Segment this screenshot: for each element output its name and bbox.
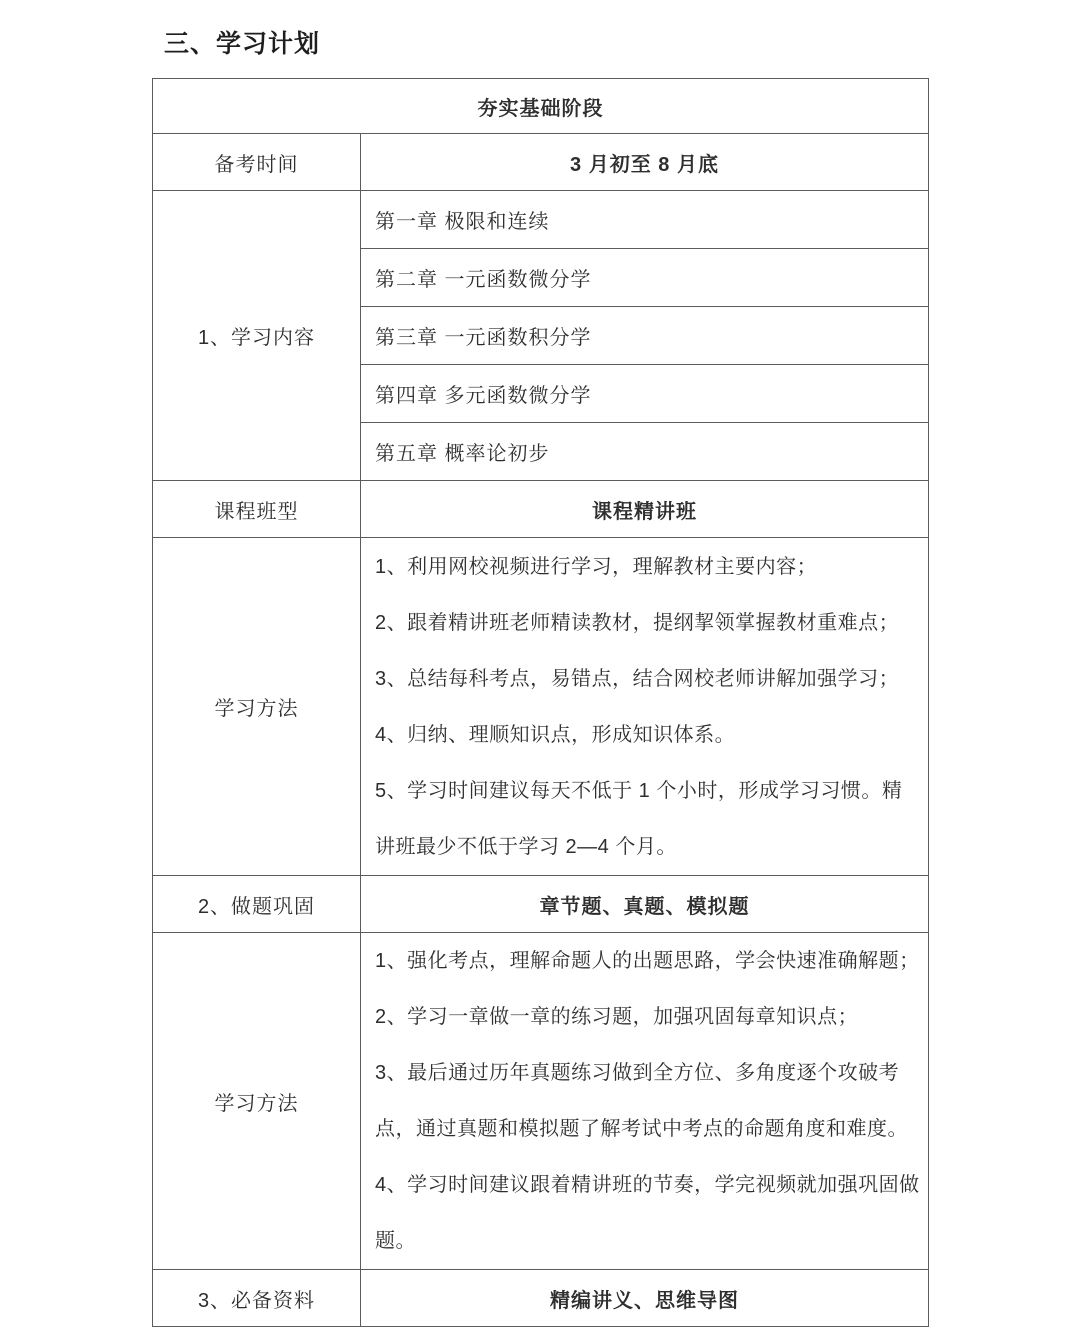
course-type-value: 课程精讲班: [361, 481, 929, 538]
chapter-3: 第三章 一元函数积分学: [361, 307, 929, 365]
materials-label: 3、必备资料: [153, 1270, 361, 1327]
section-title: 三、学习计划: [164, 30, 321, 58]
method-item: 2、跟着精讲班老师精读教材，提纲挈领掌握教材重难点；: [375, 611, 900, 634]
stage-header-row: [153, 79, 929, 134]
course-type-label: 课程班型: [153, 481, 361, 538]
study-method-basic-cell: [361, 538, 929, 876]
method-item: 3、总结每科考点，易错点，结合网校老师讲解加强学习；: [375, 667, 900, 690]
chapter-row: [153, 191, 929, 249]
stage-header: 夯实基础阶段: [153, 79, 929, 134]
study-method-basic-label: 学习方法: [153, 538, 361, 876]
materials-row: [153, 1270, 929, 1327]
practice-label: 2、做题巩固: [153, 876, 361, 933]
practice-row: [153, 876, 929, 933]
course-type-row: [153, 481, 929, 538]
method-item: 4、学习时间建议跟着精讲班的节奏，学完视频就加强巩固做题。: [375, 1174, 920, 1252]
prep-time-label: 备考时间: [153, 134, 361, 191]
study-method-basic-row: [153, 538, 929, 876]
study-method-practice-label: 学习方法: [153, 933, 361, 1270]
method-item: 1、利用网校视频进行学习，理解教材主要内容；: [375, 555, 818, 578]
chapter-5: 第五章 概率论初步: [361, 423, 929, 481]
study-method-practice-row: [153, 933, 929, 1270]
method-item: 2、学习一章做一章的练习题，加强巩固每章知识点；: [375, 1006, 859, 1028]
materials-value: 精编讲义、思维导图: [361, 1270, 929, 1327]
method-item: 5、学习时间建议每天不低于 1 个小时，形成学习习惯。精讲班最少不低于学习 2—4 个月。: [375, 779, 903, 858]
chapter-4: 第四章 多元函数微分学: [361, 365, 929, 423]
method-item: 4、归纳、理顺知识点，形成知识体系。: [375, 723, 736, 746]
practice-value: 章节题、真题、模拟题: [361, 876, 929, 933]
prep-time-value: 3 月初至 8 月底: [361, 134, 929, 191]
study-method-practice-cell: [361, 933, 929, 1270]
study-content-label: 1、学习内容: [153, 191, 361, 481]
chapter-1: 第一章 极限和连续: [361, 191, 929, 249]
method-item: 3、最后通过历年真题练习做到全方位、多角度逐个攻破考点，通过真题和模拟题了解考试中考点的命题角度和难度。: [375, 1062, 908, 1140]
method-item: 1、强化考点，理解命题人的出题思路，学会快速准确解题；: [375, 950, 920, 972]
study-plan-table: [152, 78, 929, 1327]
chapter-2: 第二章 一元函数微分学: [361, 249, 929, 307]
prep-time-row: [153, 134, 929, 191]
